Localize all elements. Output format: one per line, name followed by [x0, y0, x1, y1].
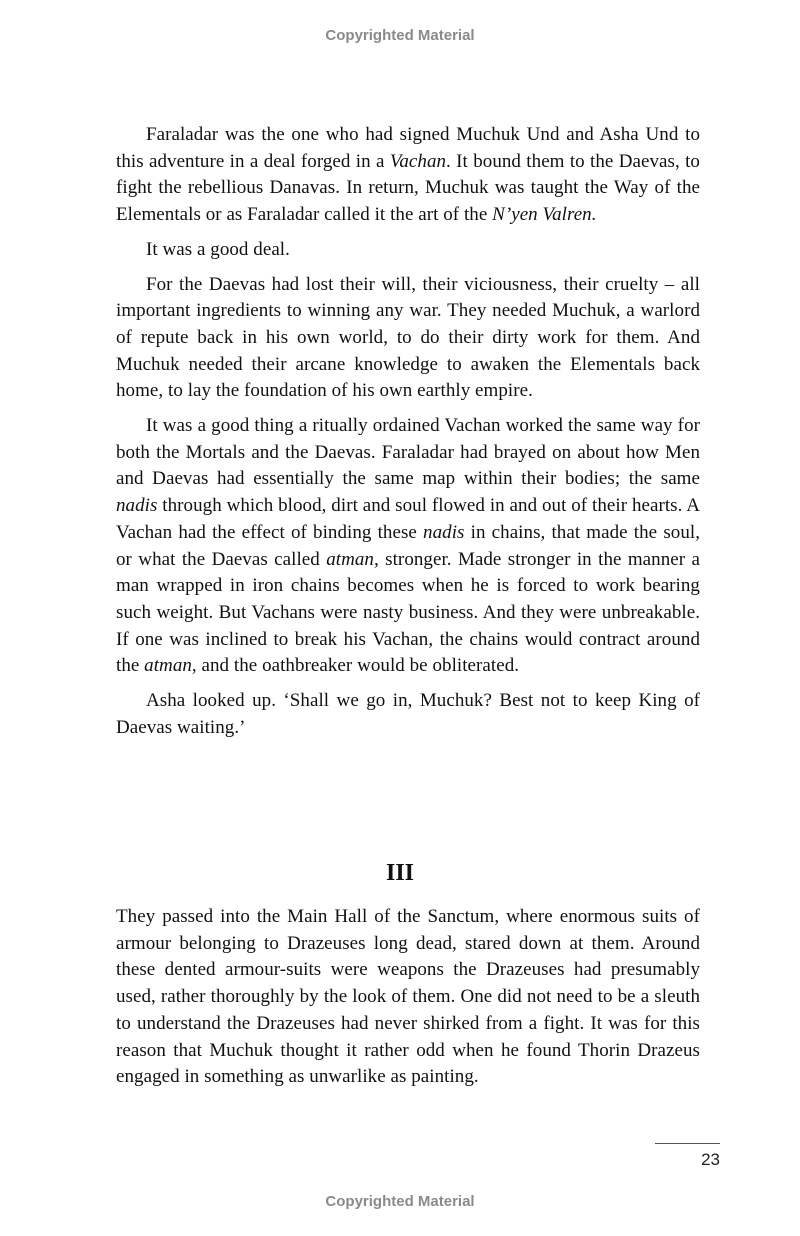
paragraph: Faraladar was the one who had signed Muchuk Und and Asha Und to this adventure in a deal forged in a Vachan. It bound them to the Daevas, to fight the rebellious Danavas. In return, Muchuk was taught the Way of the Elementals or as Faraladar called it the art of the N’yen Valren.	[116, 124, 700, 226]
paragraph: For the Daevas had lost their will, their viciousness, their cruelty – all important ingredients to winning any war. They needed Muchuk, a warlord of repute back in his own world, to do their dirty work for them. And Muchuk needed their arcane knowledge to awaken the Elementals back home, to lay the foundation of his own earthly empire.	[116, 273, 700, 402]
paragraph: It was a good thing a ritually ordained Vachan worked the same way for both the Mortals and the Daevas. Faraladar had brayed on about how Men and Daevas had essentially the same map within their bodies; the same nadis through which blood, dirt and soul flowed in and out of their hearts. A Vachan had the effect of binding these nadis in chains, that made the soul, or what the Daevas called atman, stronger. Made stronger in the manner a man wrapped in iron chains becomes when he is forced to work bearing such weight. But Vachans were nasty business. And they were unbreakable. If one was inclined to break his Vachan, the chains would contract around the atman, and the oathbreaker would be obliterated.	[116, 415, 700, 677]
paragraph: They passed into the Main Hall of the Sanctum, where enormous suits of armour belonging to Drazeuses long dead, stared down at them. Around these dented armour-suits were weapons the Drazeuses had presumably used, rather thoroughly by the look of them. One did not need to be a sleuth to understand the Drazeuses had never shirked from a fight. It was for this reason that Muchuk thought it rather odd when he found Thorin Drazeus engaged in something as unwarlike as painting.	[116, 906, 700, 1088]
section-body-text	[116, 904, 700, 1091]
page-number: 23	[701, 1150, 720, 1169]
copyright-watermark-bottom: Copyrighted Material	[325, 1193, 475, 1210]
copyright-watermark-top: Copyrighted Material	[325, 27, 475, 44]
folio-rule	[655, 1143, 720, 1144]
section-heading: III	[385, 860, 415, 886]
paragraph: It was a good deal.	[146, 238, 290, 260]
body-text	[116, 122, 700, 741]
paragraph: Asha looked up. ‘Shall we go in, Muchuk? Best not to keep King of Daevas waiting.’	[116, 690, 700, 738]
